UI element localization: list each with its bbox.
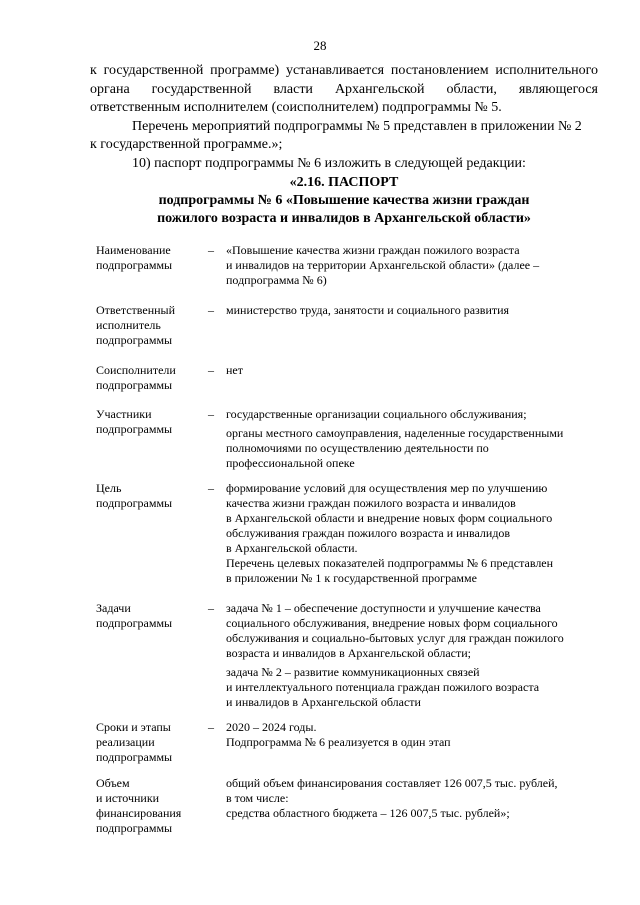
row-value bbox=[226, 776, 602, 821]
value-line: задача № 2 – развитие коммуникационных связей bbox=[226, 665, 480, 679]
value-line: и инвалидов в Архангельской области bbox=[226, 695, 421, 709]
row-dash: – bbox=[208, 407, 214, 421]
label-line: подпрограммы bbox=[96, 496, 173, 510]
row-dash: – bbox=[208, 363, 214, 377]
row-label bbox=[96, 720, 204, 765]
value-line: социального обслуживания, внедрение новых форм социального bbox=[226, 616, 558, 630]
label-line: Участники bbox=[96, 407, 152, 421]
value-line: обслуживания граждан пожилого возраста и инвалидов bbox=[226, 526, 511, 540]
row-value bbox=[226, 407, 602, 471]
value-line: обслуживания и социально-бытовых услуг для граждан пожилого bbox=[226, 631, 564, 645]
intro-line: ответственным исполнителем (соисполнителем) подпрограммы № 5. bbox=[90, 100, 502, 115]
label-line: подпрограммы bbox=[96, 378, 173, 392]
value-line: и инвалидов на территории Архангельской области» (далее – bbox=[226, 258, 540, 272]
value-line: общий объем финансирования составляет 126 007,5 тыс. рублей, bbox=[226, 776, 558, 790]
row-label bbox=[96, 243, 204, 273]
row-value bbox=[226, 720, 602, 750]
label-line: подпрограммы bbox=[96, 750, 173, 764]
row-dash: – bbox=[208, 243, 214, 257]
value-line: средства областного бюджета – 126 007,5 тыс. рублей»; bbox=[226, 806, 510, 820]
row-label bbox=[96, 363, 204, 393]
label-line: реализации bbox=[96, 735, 155, 749]
row-value bbox=[226, 243, 602, 288]
row-value bbox=[226, 601, 602, 710]
label-line: подпрограммы bbox=[96, 333, 173, 347]
label-line: Сроки и этапы bbox=[96, 720, 171, 734]
intro-line: органа государственной власти Архангельской области, являющегося bbox=[90, 81, 598, 97]
label-line: подпрограммы bbox=[96, 258, 173, 272]
value-line: профессиональной опеке bbox=[226, 456, 355, 470]
value-line: Подпрограмма № 6 реализуется в один этап bbox=[226, 735, 451, 749]
intro-line: Перечень мероприятий подпрограммы № 5 представлен в приложении № 2 bbox=[132, 118, 582, 134]
value-line: «Повышение качества жизни граждан пожилого возраста bbox=[226, 243, 520, 257]
value-line: в Архангельской области. bbox=[226, 541, 358, 555]
value-line: органы местного самоуправления, наделенные государственными bbox=[226, 426, 564, 440]
value-line: государственные организации социального обслуживания; bbox=[226, 407, 527, 421]
row-value bbox=[226, 363, 602, 378]
label-line: Цель bbox=[96, 481, 122, 495]
value-line: задача № 1 – обеспечение доступности и улучшение качества bbox=[226, 601, 541, 615]
row-dash: – bbox=[208, 481, 214, 495]
label-line: и источники bbox=[96, 791, 160, 805]
label-line: Ответственный bbox=[96, 303, 176, 317]
label-line: Объем bbox=[96, 776, 130, 790]
value-line: министерство труда, занятости и социального развития bbox=[226, 303, 510, 317]
label-line: Соисполнители bbox=[96, 363, 176, 377]
value-line: в том числе: bbox=[226, 791, 289, 805]
value-line: возраста и инвалидов в Архангельской области; bbox=[226, 646, 471, 660]
value-line: полномочиями по осуществлению деятельности по bbox=[226, 441, 489, 455]
label-line: Задачи bbox=[96, 601, 131, 615]
value-line: 2020 – 2024 годы. bbox=[226, 720, 317, 734]
value-line: качества жизни граждан пожилого возраста и инвалидов bbox=[226, 496, 516, 510]
row-value bbox=[226, 481, 602, 586]
row-dash: – bbox=[208, 601, 214, 615]
value-line: формирование условий для осуществления мер по улучшению bbox=[226, 481, 548, 495]
label-line: подпрограммы bbox=[96, 616, 173, 630]
label-line: исполнитель bbox=[96, 318, 161, 332]
row-dash: – bbox=[208, 303, 214, 317]
row-label bbox=[96, 776, 204, 836]
heading-line: подпрограммы № 6 «Повышение качества жизни граждан bbox=[158, 193, 530, 208]
intro-line: к государственной программе.»; bbox=[90, 137, 283, 152]
label-line: финансирования bbox=[96, 806, 182, 820]
intro-line: 10) паспорт подпрограммы № 6 изложить в следующей редакции: bbox=[132, 155, 526, 171]
heading-line: пожилого возраста и инвалидов в Архангельской области» bbox=[157, 211, 531, 226]
passport-heading bbox=[90, 174, 598, 228]
value-line: в приложении № 1 к государственной программе bbox=[226, 571, 477, 585]
heading-line: «2.16. ПАСПОРТ bbox=[289, 175, 399, 190]
intro-line: к государственной программе) устанавливается постановлением исполнительного bbox=[90, 63, 598, 78]
value-line: подпрограмма № 6) bbox=[226, 273, 327, 287]
row-label bbox=[96, 407, 204, 437]
row-value bbox=[226, 303, 602, 318]
page-number: 28 bbox=[313, 38, 327, 53]
row-label bbox=[96, 601, 204, 631]
intro-text bbox=[90, 62, 598, 173]
value-line: в Архангельской области и внедрение новых форм социального bbox=[226, 511, 553, 525]
label-line: подпрограммы bbox=[96, 422, 173, 436]
value-line: нет bbox=[226, 363, 243, 377]
value-line: Перечень целевых показателей подпрограммы № 6 представлен bbox=[226, 556, 554, 570]
value-line: и интеллектуального потенциала граждан пожилого возраста bbox=[226, 680, 540, 694]
row-dash: – bbox=[208, 720, 214, 734]
label-line: Наименование bbox=[96, 243, 171, 257]
label-line: подпрограммы bbox=[96, 821, 173, 835]
row-label bbox=[96, 481, 204, 511]
row-label bbox=[96, 303, 204, 348]
